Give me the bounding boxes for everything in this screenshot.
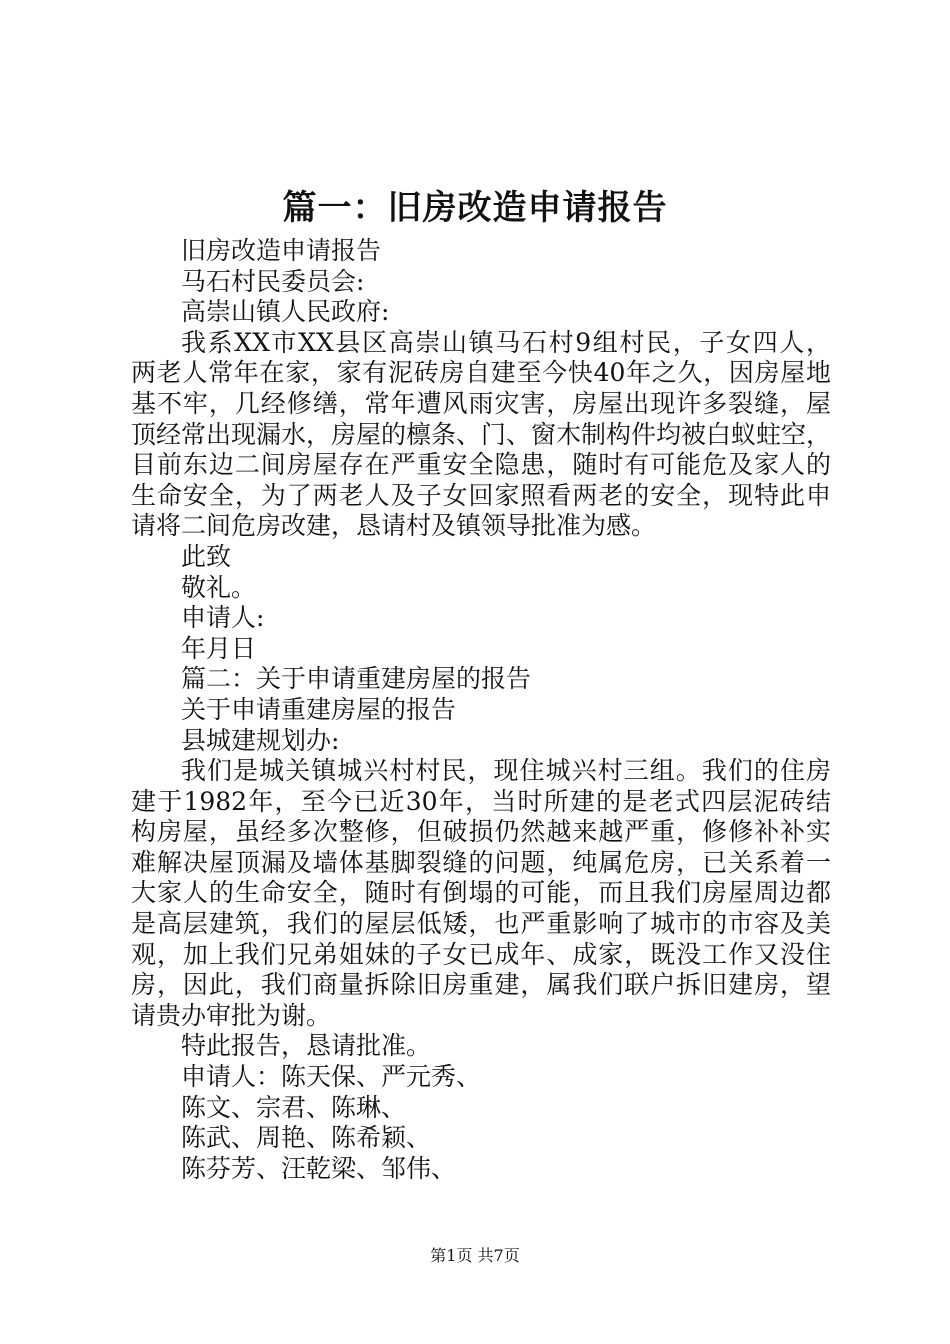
doc1-salute: 敬礼。 (181, 572, 257, 602)
doc1-paragraph (131, 328, 831, 542)
paragraph-line: 我们是城关镇城兴村村民，现住城兴村三组。我们的住房 (181, 756, 831, 786)
page-footer: 第1页 共7页 (430, 1246, 520, 1265)
paragraph-line: 建于1982年，至今已近30年，当时所建的是老式四层泥砖结 (131, 786, 831, 816)
doc2-section-title: 篇二：关于申请重建房屋的报告 (181, 664, 532, 694)
paragraph-line: 是高层建筑，我们的屋层低矮，也严重影响了城市的市容及美 (131, 909, 831, 939)
doc2-applicants-line: 申请人：陈天保、严元秀、 (181, 1062, 482, 1092)
paragraph-line: 生命安全，为了两老人及子女回家照看两老的安全，现特此申 (131, 480, 831, 510)
doc1-addressee-village: 马石村民委员会: (181, 266, 365, 296)
paragraph-line: 观，加上我们兄弟姐妹的子女已成年、成家，既没工作又没住 (131, 939, 831, 969)
paragraph-line: 请贵办审批为谢。 (131, 1000, 332, 1030)
paragraph-line: 请将二间危房改建，恳请村及镇领导批准为感。 (131, 511, 657, 541)
doc2-applicants-line: 陈芬芳、汪乾梁、邹伟、 (181, 1153, 457, 1183)
doc1-addressee-town: 高崇山镇人民政府: (181, 297, 390, 327)
doc2-closing: 特此报告，恳请批准。 (181, 1031, 432, 1061)
paragraph-line: 顶经常出现漏水，房屋的檩条、门、窗木制构件均被白蚁蛀空， (131, 419, 832, 449)
paragraph-line: 两老人常年在家，家有泥砖房自建至今快40年之久，因房屋地 (131, 358, 831, 388)
doc2-addressee: 县城建规划办: (181, 725, 340, 755)
paragraph-line: 大家人的生命安全，随时有倒塌的可能，而且我们房屋周边都 (131, 878, 831, 908)
paragraph-line: 房，因此，我们商量拆除旧房重建，属我们联户拆旧建房，望 (131, 970, 831, 1000)
document-body (131, 236, 831, 1184)
doc2-heading: 关于申请重建房屋的报告 (181, 694, 457, 724)
paragraph-line: 构房屋，虽经多次整修，但破损仍然越来越严重，修修补补实 (131, 817, 831, 847)
doc2-applicants-line: 陈武、周艳、陈希颖、 (181, 1123, 432, 1153)
doc1-heading: 旧房改造申请报告 (181, 236, 382, 265)
paragraph-line: 基不牢，几经修缮，常年遭风雨灾害，房屋出现许多裂缝，屋 (131, 388, 831, 418)
document-title: 篇一：旧房改造申请报告 (282, 188, 668, 228)
doc1-applicant: 申请人: (181, 603, 265, 633)
doc2-paragraph (131, 756, 831, 1031)
doc1-date: 年月日 (181, 633, 257, 663)
doc2-applicants-line: 陈文、宗君、陈琳、 (181, 1092, 407, 1122)
paragraph-line: 难解决屋顶漏及墙体基脚裂缝的问题，纯属危房，已关系着一 (131, 847, 831, 877)
doc1-closing: 此致 (181, 541, 232, 571)
paragraph-line: 目前东边二间房屋存在严重安全隐患，随时有可能危及家人的 (131, 450, 831, 480)
paragraph-line: 我系XX市XX县区高崇山镇马石村9组村民，子女四人， (181, 327, 831, 357)
